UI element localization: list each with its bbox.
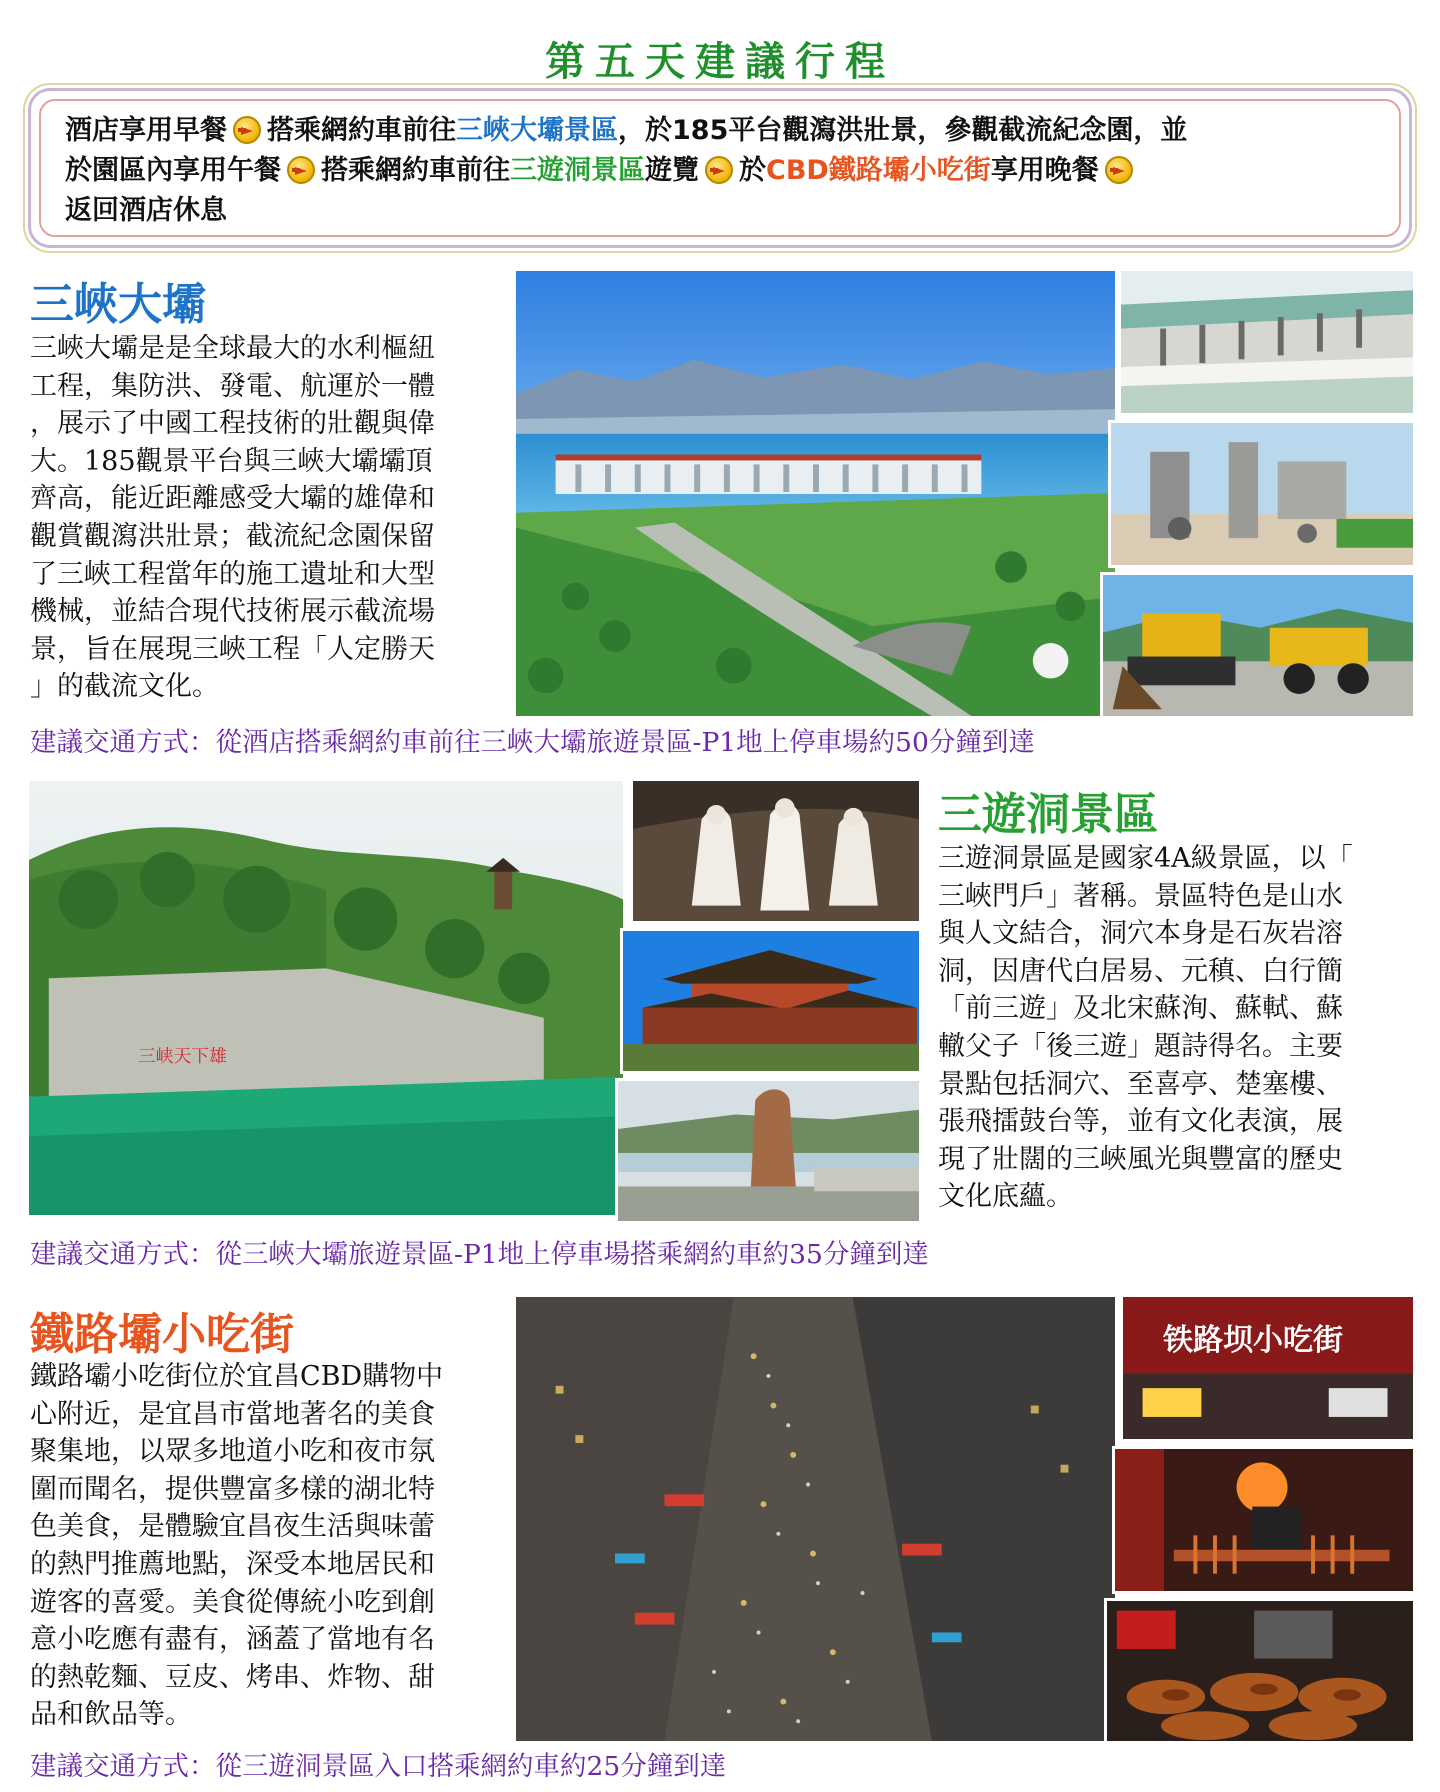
- text-line: 轍父子「後三遊」題詩得名。主要: [938, 1030, 1343, 1062]
- itinerary-food-street-link: CBD鐵路壩小吃街: [766, 155, 991, 186]
- section-title-food-street: 鐵路壩小吃街: [30, 1309, 294, 1360]
- text-line: 工程，集防洪、發電、航運於一體: [30, 370, 435, 402]
- itinerary-visit: 遊覽: [645, 155, 699, 186]
- food-street-sign-text: 铁路坝小吃街: [1163, 1323, 1343, 1358]
- text-line: 文化底蘊。: [938, 1181, 1073, 1213]
- text-line: 圍而聞名，提供豐富多樣的湖北特: [30, 1473, 435, 1505]
- photo-food-street-night-aerial: [513, 1294, 1118, 1744]
- photo-cave-pavilion: [620, 928, 922, 1074]
- itinerary-dam-link: 三峽大壩景區: [456, 115, 618, 146]
- itinerary-at: 於: [739, 155, 766, 186]
- itinerary-dam-detail: ，於185平台觀瀉洪壯景，參觀截流紀念園，並: [618, 115, 1188, 146]
- itinerary-go-dam: 搭乘網約車前往: [267, 115, 456, 146]
- svg-text:三峡天下雄: 三峡天下雄: [137, 1046, 227, 1068]
- page-title: 第五天建議行程: [545, 39, 895, 85]
- text-line: 的熱乾麵、豆皮、烤串、炸物、甜: [30, 1661, 435, 1693]
- text-line: 三峽門戶」著稱。景區特色是山水: [938, 880, 1343, 912]
- text-line: 聚集地，以眾多地道小吃和夜市氛: [30, 1436, 435, 1468]
- photo-dam-spillway: [1118, 268, 1416, 416]
- text-line: 機械，並結合現代技術展示截流場: [30, 596, 435, 628]
- text-line: 與人文結合，洞穴本身是石灰岩溶: [938, 918, 1343, 950]
- transport-cave: 建議交通方式：從三峽大壩旅遊景區-P1地上停車場搭乘網約車約35分鐘到達: [30, 1239, 929, 1270]
- text-line: 大。185觀景平台與三峽大壩壩頂: [30, 445, 433, 477]
- section-text-dam: [30, 330, 504, 706]
- text-line: 三峽大壩是是全球最大的水利樞紐: [30, 333, 435, 364]
- photo-food-street-sign: [1120, 1294, 1416, 1442]
- itinerary-lunch: 於園區內享用午餐: [65, 155, 281, 186]
- text-line: 品和飲品等。: [30, 1699, 192, 1731]
- arrow-right-circle-icon: [287, 156, 315, 184]
- text-line: 張飛擂鼓台等，並有文化表演，展: [938, 1106, 1343, 1138]
- section-title-cave: 三遊洞景區: [938, 789, 1158, 840]
- text-line: 洞，因唐代白居易、元稹、白行簡: [938, 955, 1343, 987]
- text-line: 齊高，能近距離感受大壩的雄偉和: [30, 483, 435, 515]
- itinerary-dinner: 享用晚餐: [990, 155, 1099, 186]
- photo-cave-stone-monument: [615, 1078, 922, 1224]
- text-line: 遊客的喜愛。美食從傳統小吃到創: [30, 1586, 435, 1618]
- text-line: 景，旨在展現三峽工程「人定勝天: [30, 633, 435, 665]
- transport-dam: 建議交通方式：從酒店搭乘網約車前往三峽大壩旅遊景區-P1地上停車場約50分鐘到達: [30, 727, 1035, 758]
- arrow-right-circle-icon: [705, 156, 733, 184]
- text-line: 心附近，是宜昌市當地著名的美食: [30, 1398, 435, 1430]
- text-line: 了三峽工程當年的施工遺址和大型: [30, 558, 435, 590]
- itinerary-text: [39, 99, 1401, 237]
- photo-dam-memorial-park: [1108, 420, 1416, 568]
- transport-food-street: 建議交通方式：從三遊洞景區入口搭乘網約車約25分鐘到達: [30, 1751, 727, 1782]
- photo-dam-machinery: [1100, 572, 1416, 719]
- text-line: 」的截流文化。: [30, 671, 219, 703]
- text-line: 意小吃應有盡有，涵蓋了當地有名: [30, 1624, 435, 1656]
- photo-food-street-fried-food: [1104, 1598, 1416, 1744]
- text-line: 「前三遊」及北宋蘇洵、蘇軾、蘇: [938, 993, 1343, 1025]
- text-line: 觀賞觀瀉洪壯景；截流紀念園保留: [30, 520, 435, 552]
- section-text-cave: [938, 840, 1418, 1216]
- text-line: 景點包括洞穴、至喜亭、楚塞樓、: [938, 1068, 1343, 1100]
- text-line: 鐵路壩小吃街位於宜昌CBD購物中: [30, 1361, 444, 1392]
- itinerary-box: [28, 88, 1412, 248]
- photo-cave-cliff: [26, 778, 626, 1218]
- text-line: 現了壯闊的三峽風光與豐富的歷史: [938, 1143, 1343, 1175]
- photo-dam-aerial: [513, 268, 1118, 719]
- photo-food-street-skewers: [1112, 1446, 1416, 1594]
- arrow-right-circle-icon: [233, 116, 261, 144]
- itinerary-breakfast: 酒店享用早餐: [65, 115, 227, 146]
- section-title-dam: 三峽大壩: [30, 279, 206, 330]
- text-line: 色美食，是體驗宜昌夜生活與味蕾: [30, 1511, 435, 1543]
- arrow-right-circle-icon: [1105, 156, 1133, 184]
- itinerary-go-cave: 搭乘網約車前往: [321, 155, 510, 186]
- text-line: ，展示了中國工程技術的壯觀與偉: [30, 408, 435, 440]
- text-line: 三遊洞景區是國家4A級景區，以「: [938, 843, 1353, 874]
- photo-cave-statues: [630, 778, 922, 924]
- itinerary-cave-link: 三遊洞景區: [510, 155, 645, 186]
- itinerary-return: 返回酒店休息: [65, 195, 227, 226]
- section-text-food-street: [30, 1358, 504, 1734]
- text-line: 的熱門推薦地點，深受本地居民和: [30, 1548, 435, 1580]
